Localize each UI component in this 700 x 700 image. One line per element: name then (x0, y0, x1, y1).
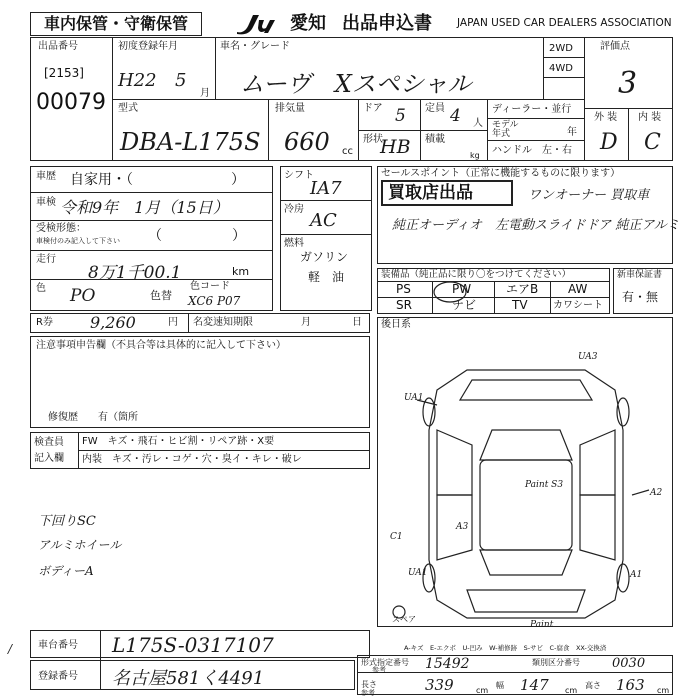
class-value: 0030 (612, 656, 646, 671)
height-unit: cm (657, 686, 670, 695)
divider (487, 140, 584, 141)
inspection-value: 令和9年 1月（15日） (60, 198, 229, 217)
displacement-value: 660 (284, 128, 330, 156)
color-label: 色 (36, 283, 46, 294)
registration-label: 登録番号 (38, 671, 78, 682)
load-unit: kg (470, 151, 480, 160)
capacity-unit: 人 (473, 118, 483, 129)
color-change-label: 色替 (150, 289, 172, 302)
tax-unit: 円 (168, 317, 178, 328)
equip-aw: AW (568, 282, 588, 296)
divider (358, 130, 487, 131)
divider (215, 37, 216, 99)
mileage-label: 走行 (36, 254, 56, 265)
color-code-value: XC6 P07 (188, 294, 241, 308)
first-reg-month: 5 (175, 70, 187, 91)
warranty-value: 有・無 (622, 290, 659, 304)
registration-value: 名古屋581く4491 (112, 668, 265, 689)
divider (584, 37, 585, 161)
width-unit: cm (565, 686, 578, 695)
tax-label: R券 (36, 317, 53, 328)
capacity-value: 4 (450, 106, 461, 126)
exterior-grade: D (600, 130, 618, 155)
first-reg-era: H22 (118, 70, 157, 91)
model-value: DBA-L175S (120, 128, 261, 156)
mark-a1: A1 (630, 570, 643, 580)
width-value: 147 (520, 676, 549, 694)
mileage-value: 8万1千00.1 (88, 263, 182, 283)
width-label: 幅 (496, 681, 504, 690)
capacity-label: 定員 (425, 103, 445, 114)
mark-paint-s3: Paint S3 (525, 480, 564, 490)
chassis-value: L175S-0317107 (112, 633, 274, 657)
divider (494, 281, 495, 314)
form-title: 出品申込書 (342, 13, 432, 34)
deadline-day: 日 (352, 317, 362, 328)
drive-2wd: 2WD (549, 43, 573, 54)
spec-code-sub: 参考 (372, 666, 386, 674)
fuel-gasoline: ガソリン (300, 250, 349, 264)
note-3: ボディーA (38, 564, 94, 578)
inspection-label: 車検 (36, 197, 56, 208)
car-name-value: ムーヴ Xスペシャル (240, 70, 472, 98)
dealer-label: ディーラー・並行 (492, 104, 572, 115)
rating-label: 評価点 (600, 41, 630, 52)
spec-code-value: 15492 (425, 656, 470, 672)
cooling-label: 冷房 (284, 204, 304, 215)
inspector-row-1: FW キズ・飛石・ヒビ割・リペア跡・X要 (82, 436, 275, 447)
model-label: 型式 (118, 103, 138, 114)
shift-label: シフト (284, 170, 314, 181)
mark-a3: A3 (456, 522, 469, 532)
divider (280, 234, 372, 235)
divider (543, 77, 584, 78)
divider (550, 281, 551, 314)
color-code-label: 色コード (190, 281, 230, 292)
association-name: JAPAN USED CAR DEALERS ASSOCIATION (457, 17, 672, 29)
divider (30, 220, 273, 221)
height-value: 163 (616, 676, 645, 694)
divider (487, 99, 488, 161)
storage-label: 車内保管・守衛保管 (30, 12, 202, 36)
sales-badge: 買取店出品 (388, 183, 473, 203)
sales-note-1: ワンオーナー 買取車 (528, 188, 650, 203)
displacement-unit: cc (342, 146, 353, 157)
first-reg-month-unit: 月 (200, 88, 210, 99)
later-day-label: 後日系 (381, 319, 411, 330)
equip-airbag: エアB (506, 282, 539, 296)
mark-a2: A2 (650, 488, 663, 498)
fuel-label: 燃料 (284, 238, 304, 249)
mark-paint-rear: Paint (530, 620, 554, 630)
length-unit: cm (476, 686, 489, 695)
inspector-label: 検査員 (34, 437, 64, 448)
jaa-logo-icon (235, 12, 289, 36)
divider (543, 57, 584, 58)
equip-pw: PW (452, 282, 472, 296)
sales-point-label: セールスポイント（正常に機能するものに限ります） (381, 168, 621, 179)
doors-value: 5 (395, 106, 406, 126)
load-label: 積載 (425, 134, 445, 145)
mark-ua3: UA3 (578, 352, 598, 362)
lot-label: 出品番号 (38, 41, 78, 52)
tax-value: 9,260 (90, 313, 136, 332)
doors-label: ドア (363, 103, 383, 114)
class-label: 類別区分番号 (532, 658, 580, 667)
fuel-diesel: 軽 油 (308, 270, 345, 284)
divider (30, 192, 273, 193)
divider (112, 99, 584, 100)
drive-4wd: 4WD (549, 63, 573, 74)
margin-mark: / (8, 642, 13, 656)
repair-label: 修復歴 有（箇所 (48, 412, 138, 423)
color-value: PO (70, 286, 96, 306)
mark-ua1-rear: UA1 (408, 568, 428, 578)
equip-ps: PS (396, 282, 411, 296)
divider (357, 672, 673, 673)
divider (628, 108, 629, 161)
lot-sub: [2153] (44, 66, 84, 80)
mark-c1: C1 (390, 532, 403, 542)
equip-tv: TV (512, 298, 528, 312)
divider (78, 450, 370, 451)
first-reg-label: 初度登録年月 (118, 41, 178, 52)
sales-note-2: 純正オーディオ 左電動スライドドア 純正アルミ (392, 218, 680, 233)
acceptance-label: 受検形態： (36, 223, 86, 234)
car-name-label: 車名・グレード (220, 41, 290, 52)
exterior-label: 外 装 (594, 112, 618, 123)
body-type-value: HB (380, 136, 411, 158)
equip-sr: SR (396, 298, 412, 312)
lot-number: 00079 (36, 90, 106, 115)
acceptance-paren: （ ） (148, 228, 246, 244)
divider (543, 37, 544, 99)
org-name: 愛知 (290, 13, 326, 34)
deadline-label: 名変速知期限 (193, 317, 253, 328)
inspector-label-2: 記入欄 (34, 453, 64, 464)
divider (30, 250, 273, 251)
divider (188, 313, 189, 333)
height-label: 高さ (585, 681, 601, 690)
note-2: アルミホイール (38, 538, 122, 552)
divider (280, 200, 372, 201)
length-label: 長さ (361, 680, 377, 689)
displacement-label: 排気量 (275, 103, 305, 114)
handle-label: ハンドル 左・右 (492, 145, 572, 156)
mileage-unit: km (232, 265, 250, 278)
year-unit: 年 (567, 127, 577, 138)
notes-label: 注意事項申告欄（不具合等は具体的に記入して下さい） (36, 340, 286, 351)
equipment-label: 装備品（純正品に限り〇をつけてください） (381, 269, 572, 280)
damage-legend: A-キズ E-エクボ U-凹み W-補修跡 S-サビ C-腐食 XX-交換済 (404, 644, 607, 652)
note-1: 下回りSC (38, 514, 96, 529)
history-label: 車歴 (36, 171, 56, 182)
acceptance-sub: 車検付のみ記入して下さい (36, 237, 120, 245)
cooling-value: AC (310, 210, 337, 231)
mark-ua1: UA1 (404, 393, 424, 403)
spec-code-label: 形式指定番号 (361, 658, 409, 667)
interior-grade: C (644, 130, 661, 155)
interior-label: 内 装 (638, 112, 662, 123)
length-value: 339 (425, 676, 454, 694)
rating-value: 3 (618, 66, 638, 101)
history-value: 自家用・（ ） (70, 172, 245, 188)
divider (268, 99, 269, 161)
inspector-row-2: 内装 キズ・汚レ・コゲ・穴・臭イ・キレ・破レ (82, 454, 302, 465)
spare-label: スペア (392, 615, 416, 624)
model-year-label: モデル 年式 (492, 120, 519, 139)
warranty-label: 新車保証書 (617, 270, 663, 280)
equip-leather: カワシート (553, 300, 603, 311)
body-type-label: 形状 (363, 134, 383, 145)
dimensions-ref: 参考 (361, 689, 375, 697)
shift-value: IA7 (310, 178, 342, 199)
equip-navi: ナビ (452, 298, 477, 312)
chassis-label: 車台番号 (38, 640, 78, 651)
equip-circle-mark (430, 278, 470, 318)
deadline-month: 月 (301, 317, 311, 328)
